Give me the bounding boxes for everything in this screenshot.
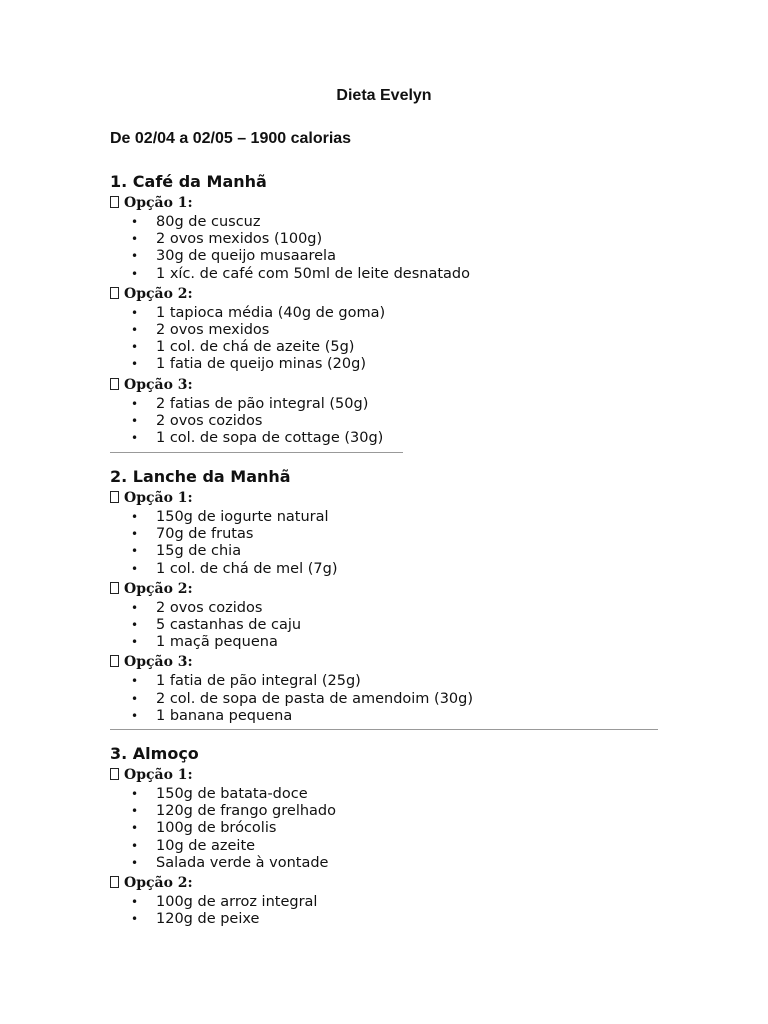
bullet-icon: • — [131, 544, 139, 559]
bullet-icon: • — [131, 821, 139, 836]
list-item — [110, 838, 336, 855]
list-item-text: 120g de frango grelhado — [156, 803, 336, 820]
list-item — [110, 430, 470, 447]
list-item-text: 10g de azeite — [156, 837, 256, 854]
list-item-text: 2 ovos cozidos — [156, 599, 263, 616]
option-heading — [110, 580, 473, 598]
item-list — [110, 214, 470, 283]
list-item-text: 70g de frutas — [156, 526, 254, 543]
list-item-text: Salada verde à vontade — [156, 854, 329, 871]
list-item-text: 2 fatias de pão integral (50g) — [156, 395, 369, 412]
bullet-icon: • — [131, 912, 139, 927]
list-item — [110, 894, 336, 911]
list-item — [110, 855, 336, 872]
checkbox-marker-icon — [110, 876, 119, 888]
item-list — [110, 894, 336, 928]
list-item-text: 120g de peixe — [156, 911, 260, 928]
bullet-icon: • — [131, 431, 139, 446]
bullet-icon: • — [131, 708, 139, 723]
list-item — [110, 691, 473, 708]
bullet-icon: • — [131, 357, 139, 372]
list-item-text: 1 fatia de queijo minas (20g) — [156, 356, 366, 373]
bullet-icon: • — [131, 600, 139, 615]
bullet-icon: • — [131, 413, 139, 428]
bullet-icon: • — [131, 232, 139, 247]
list-item-text: 150g de iogurte natural — [156, 509, 329, 525]
list-item — [110, 214, 470, 231]
list-item — [110, 339, 470, 356]
list-item-text: 100g de brócolis — [156, 820, 277, 837]
document-title: Dieta Evelyn — [336, 87, 432, 104]
list-item — [110, 231, 470, 248]
list-item-text: 1 col. de chá de azeite (5g) — [156, 339, 355, 356]
item-list — [110, 600, 473, 652]
list-item — [110, 543, 473, 560]
list-item-text: 2 col. de sopa de pasta de amendoim (30g) — [156, 690, 474, 707]
option-heading — [110, 376, 470, 394]
bullet-icon: • — [131, 527, 139, 542]
item-list — [110, 509, 473, 578]
checkbox-marker-icon — [110, 582, 119, 594]
section-heading: 2. Lanche da Manhã — [110, 467, 291, 486]
bullet-icon: • — [131, 249, 139, 264]
option-label: Opção 3: — [124, 376, 193, 393]
section-heading: 1. Café da Manhã — [110, 172, 267, 191]
list-item — [110, 617, 473, 634]
list-item — [110, 266, 470, 283]
bullet-icon: • — [131, 340, 139, 355]
list-item-text: 1 col. de chá de mel (7g) — [156, 560, 338, 577]
option-heading — [110, 653, 473, 671]
list-item — [110, 305, 470, 322]
bullet-icon: • — [131, 323, 139, 338]
list-item — [110, 356, 470, 373]
checkbox-marker-icon — [110, 287, 119, 299]
list-item — [110, 634, 473, 651]
list-item — [110, 786, 336, 803]
list-item-text: 1 tapioca média (40g de goma) — [156, 304, 386, 321]
option-label: Opção 1: — [124, 195, 193, 211]
list-item — [110, 803, 336, 820]
list-item — [110, 413, 470, 430]
bullet-icon: • — [131, 396, 139, 411]
bullet-icon: • — [131, 266, 139, 281]
checkbox-marker-icon — [110, 491, 119, 503]
bullet-icon: • — [131, 838, 139, 853]
item-list — [110, 305, 470, 374]
bullet-icon: • — [131, 561, 139, 576]
list-item — [110, 820, 336, 837]
list-item-text: 100g de arroz integral — [156, 894, 318, 911]
option-label: Opção 1: — [124, 490, 193, 506]
bullet-icon: • — [131, 674, 139, 689]
option-heading — [110, 285, 470, 303]
bullet-icon: • — [131, 510, 139, 524]
list-item-text: 1 maçã pequena — [156, 634, 278, 651]
option-label: Opção 2: — [124, 875, 193, 892]
list-item-text: 2 ovos mexidos — [156, 322, 270, 339]
option-heading — [110, 766, 336, 784]
list-item-text: 5 castanhas de caju — [156, 617, 302, 634]
list-item-text: 80g de cuscuz — [156, 214, 261, 230]
section-divider — [110, 729, 658, 730]
section-heading: 3. Almoço — [110, 744, 199, 763]
list-item — [110, 600, 473, 617]
bullet-icon: • — [131, 618, 139, 633]
list-item-text: 15g de chia — [156, 543, 242, 560]
list-item-text: 30g de queijo musaarela — [156, 248, 336, 265]
bullet-icon: • — [131, 305, 139, 320]
list-item — [110, 673, 473, 690]
document-subtitle: De 02/04 a 02/05 – 1900 calorias — [110, 130, 352, 147]
list-item-text: 1 fatia de pão integral (25g) — [156, 673, 361, 690]
list-item — [110, 248, 470, 265]
list-item-text: 2 ovos cozidos — [156, 412, 263, 429]
list-item-text: 1 xíc. de café com 50ml de leite desnatado — [156, 265, 470, 282]
checkbox-marker-icon — [110, 196, 119, 208]
list-item — [110, 911, 336, 928]
checkbox-marker-icon — [110, 768, 119, 780]
bullet-icon: • — [131, 691, 139, 706]
section-lanche-da-manha — [110, 467, 473, 727]
item-list — [110, 673, 473, 725]
list-item-text: 2 ovos mexidos (100g) — [156, 231, 323, 248]
option-heading — [110, 194, 470, 212]
list-item-text: 1 banana pequena — [156, 707, 293, 724]
bullet-icon: • — [131, 215, 139, 229]
option-label: Opção 2: — [124, 580, 193, 597]
option-label: Opção 1: — [124, 767, 193, 783]
option-heading — [110, 874, 336, 892]
list-item — [110, 561, 473, 578]
list-item-text: 150g de batata-doce — [156, 786, 308, 802]
bullet-icon: • — [131, 895, 139, 910]
list-item — [110, 708, 473, 725]
item-list — [110, 786, 336, 872]
bullet-icon: • — [131, 804, 139, 819]
section-cafe-da-manha — [110, 172, 470, 449]
option-heading — [110, 489, 473, 507]
list-item-text: 1 col. de sopa de cottage (30g) — [156, 430, 384, 447]
bullet-icon: • — [131, 635, 139, 650]
option-label: Opção 2: — [124, 285, 193, 302]
section-divider — [110, 452, 403, 453]
bullet-icon: • — [131, 855, 139, 870]
list-item — [110, 322, 470, 339]
list-item — [110, 509, 473, 526]
bullet-icon: • — [131, 787, 139, 801]
option-label: Opção 3: — [124, 654, 193, 671]
section-almoco — [110, 744, 336, 930]
checkbox-marker-icon — [110, 378, 119, 390]
list-item — [110, 396, 470, 413]
item-list — [110, 396, 470, 448]
checkbox-marker-icon — [110, 655, 119, 667]
list-item — [110, 526, 473, 543]
